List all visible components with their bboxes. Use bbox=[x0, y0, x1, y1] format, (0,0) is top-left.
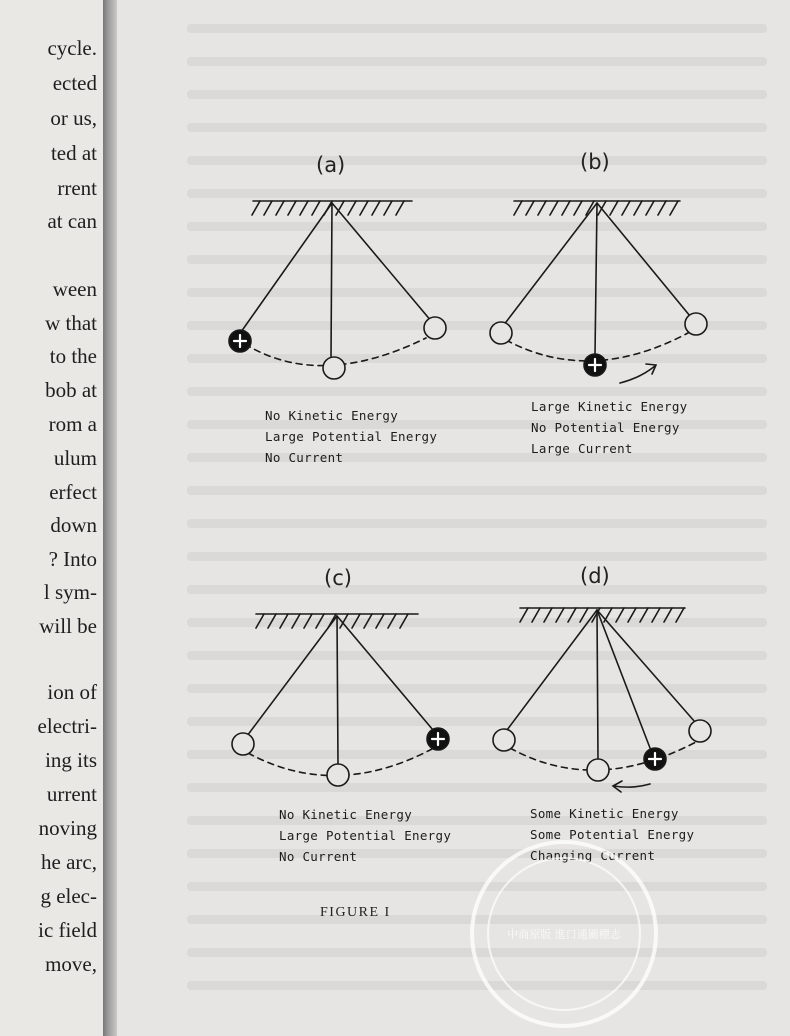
pendulum-string bbox=[241, 203, 332, 332]
pendulum-string bbox=[331, 203, 332, 358]
panel-label-c: (c) bbox=[324, 566, 352, 590]
pendulum-string bbox=[507, 610, 597, 730]
figure-title: FIGURE I bbox=[320, 905, 391, 920]
pendulum-string bbox=[595, 203, 597, 355]
motion-arrow bbox=[614, 784, 650, 787]
panel-label-d: (d) bbox=[580, 564, 610, 588]
bob bbox=[232, 733, 254, 755]
bob bbox=[490, 322, 512, 344]
panel-label-b: (b) bbox=[580, 150, 610, 174]
pendulum-string bbox=[597, 610, 695, 722]
caption-line: No Current bbox=[265, 450, 344, 465]
left-page-line: or us, bbox=[50, 106, 97, 130]
bob bbox=[587, 759, 609, 781]
pendulum-string bbox=[597, 610, 598, 760]
caption-line: No Potential Energy bbox=[531, 420, 680, 435]
caption-line: Some Potential Energy bbox=[530, 827, 695, 842]
ceiling-hatch bbox=[256, 614, 408, 628]
bob bbox=[493, 729, 515, 751]
caption-line: No Kinetic Energy bbox=[279, 807, 413, 822]
pendulum-a bbox=[229, 201, 446, 379]
caption-c bbox=[279, 804, 451, 867]
left-page-line: ected bbox=[52, 71, 97, 95]
bob bbox=[323, 357, 345, 379]
pendulum-string bbox=[597, 203, 690, 316]
caption-line: Large Potential Energy bbox=[265, 429, 438, 444]
caption-line: Changing Current bbox=[530, 848, 656, 863]
bob bbox=[689, 720, 711, 742]
left-page-line: ween bbox=[52, 277, 97, 301]
left-page-line: cycle. bbox=[47, 36, 97, 60]
pendulum-d bbox=[493, 608, 711, 792]
left-page-line: ion of bbox=[47, 680, 97, 704]
left-page-line: urrent bbox=[46, 782, 97, 806]
left-page-line: electri- bbox=[37, 714, 97, 738]
pendulum-string bbox=[247, 616, 337, 736]
stamp-text: 中商原版 進口通關標志 bbox=[487, 857, 641, 1011]
left-page-line: noving bbox=[38, 816, 97, 840]
pendulum-c bbox=[232, 614, 449, 786]
left-page-line: rom a bbox=[48, 412, 97, 436]
left-page-line: to the bbox=[49, 344, 97, 368]
bob bbox=[685, 313, 707, 335]
left-page-line: l sym- bbox=[43, 580, 97, 604]
left-page-line: erfect bbox=[49, 480, 97, 504]
pendulum-b bbox=[490, 201, 707, 383]
pendulum-string bbox=[337, 616, 338, 765]
left-page-line: ? Into bbox=[48, 547, 97, 571]
left-page-line: move, bbox=[45, 952, 97, 976]
caption-a bbox=[265, 405, 437, 468]
caption-line: Large Kinetic Energy bbox=[531, 399, 688, 414]
left-page-line: at can bbox=[47, 209, 97, 233]
left-page-line: ing its bbox=[45, 748, 97, 772]
left-page-line: ted at bbox=[50, 141, 97, 165]
pendulum-string bbox=[337, 616, 433, 730]
pendulum-string bbox=[597, 610, 650, 748]
pendulum-string bbox=[503, 203, 597, 326]
left-page-line: down bbox=[50, 513, 97, 537]
caption-b bbox=[531, 396, 688, 459]
left-page-line: bob at bbox=[45, 378, 97, 402]
bob bbox=[424, 317, 446, 339]
left-page-line: he arc, bbox=[41, 850, 97, 874]
left-page-line: will be bbox=[39, 614, 97, 638]
caption-line: Some Kinetic Energy bbox=[530, 806, 679, 821]
caption-line: Large Current bbox=[531, 441, 633, 456]
left-page-line: ic field bbox=[38, 918, 97, 942]
caption-line: No Current bbox=[279, 849, 358, 864]
bob bbox=[327, 764, 349, 786]
import-stamp-watermark bbox=[470, 840, 658, 1028]
motion-arrow bbox=[620, 366, 655, 383]
caption-line: Large Potential Energy bbox=[279, 828, 452, 843]
left-page-line: w that bbox=[45, 311, 97, 335]
left-page-line: g elec- bbox=[40, 884, 97, 908]
pendulum-string bbox=[332, 203, 432, 322]
panel-label-a: (a) bbox=[316, 153, 346, 177]
left-page-line: rrent bbox=[57, 176, 97, 200]
caption-line: No Kinetic Energy bbox=[265, 408, 399, 423]
left-page-line: ulum bbox=[53, 446, 97, 470]
